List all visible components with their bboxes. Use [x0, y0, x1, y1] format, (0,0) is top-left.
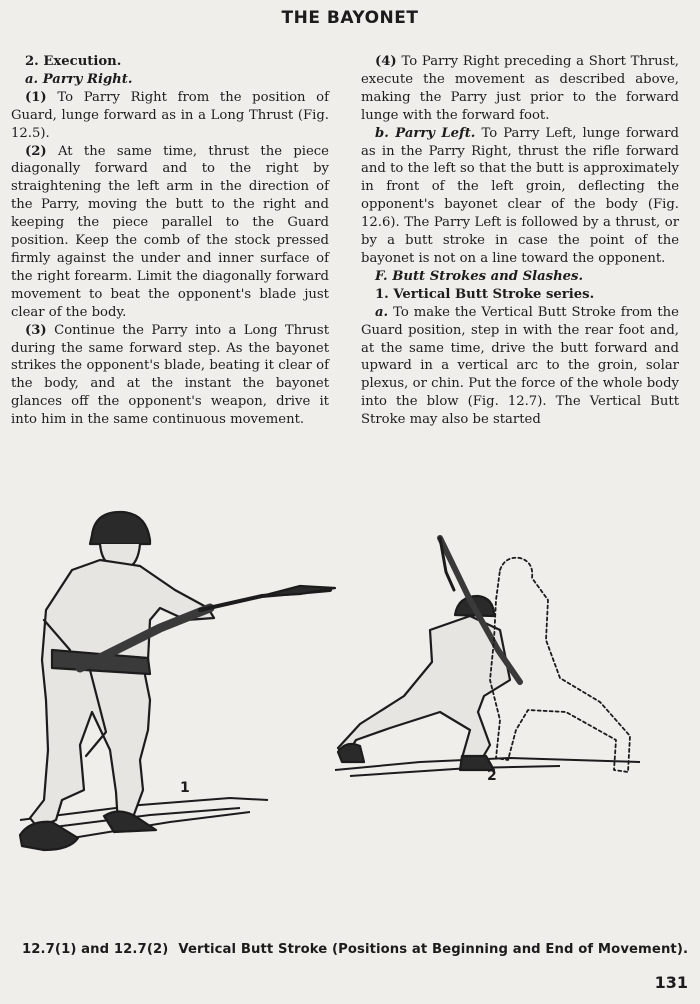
paragraph-1	[11, 89, 329, 143]
right-text-column	[361, 53, 679, 429]
paragraph-3-text: Continue the Parry into a Long Thrust during the same forward step. As the bayonet strikes the opponent's blade, beating it clear of the body, and at the instant the bayonet glances off the opponent's weapon, drive it into him in the same continuous movement.	[11, 322, 329, 428]
paragraph-1-text: To Parry Right from the position of Guard, lunge forward as in a Long Thrust (Fig. 12.5).	[11, 89, 329, 141]
subheading-parry-left: b. Parry Left.	[375, 125, 476, 141]
figure-caption	[22, 942, 688, 957]
caption-figure-number: 12.7(1) and 12.7(2)	[22, 942, 169, 957]
paragraph-3-number: (3)	[25, 322, 47, 338]
paragraph-a-text: To make the Vertical Butt Stroke from the Guard position, step in with the rear foot and, at the same time, drive the butt forward and upward in a vertical arc to the groin, solar plexus, or chin. Put the force of the whole body into the blow (Fig. 12.7). The Vertical Butt Stroke may also be started	[361, 304, 679, 428]
paragraph-4-number: (4)	[375, 54, 397, 69]
subheading-parry-right: a. Parry Right.	[25, 71, 133, 87]
caption-text: Vertical Butt Stroke (Positions at Beginning and End of Movement).	[178, 942, 689, 957]
soldier-figure-1	[20, 512, 335, 850]
section-heading-vertical-butt-stroke: 1. Vertical Butt Stroke series.	[375, 286, 595, 302]
page-number: 131	[654, 973, 688, 992]
paragraph-vertical-butt-stroke	[361, 304, 679, 429]
paragraph-2-text: At the same time, thrust the piece diagonally forward and to the right by straightening the left arm in the direction of the Parry, moving the butt to the right and keeping the piece parallel to the Guard position. Keep the comb of the stock pressed firmly against the under and inner surface of the right forearm. Limit the diagonally forward movement to beat the opponent's blade just clear of the body.	[11, 143, 329, 320]
paragraph-parry-left-text: To Parry Left, lunge forward as in the Parry Right, thrust the rifle forward and to the left so that the butt is approximately in front of the left groin, deflecting the opponent's bayonet clear of the body (Fig. 12.6). The Parry Left is followed by a thrust, or by a butt stroke in case the point of the bayonet is not on a line toward the opponent.	[361, 125, 679, 266]
paragraph-2-number: (2)	[25, 143, 47, 159]
paragraph-1-number: (1)	[25, 89, 47, 105]
figure-label-2: 2	[487, 768, 497, 784]
paragraph-2	[11, 143, 329, 322]
paragraph-4-text: To Parry Right preceding a Short Thrust, execute the movement as described above, making the Parry just prior to the forward lunge with the forward foot.	[361, 54, 679, 123]
boot-front-2	[338, 744, 364, 762]
paragraph-parry-left	[361, 125, 679, 268]
section-heading-execution: 2. Execution.	[25, 54, 122, 69]
body-2	[338, 616, 510, 762]
paragraph-4	[361, 53, 679, 125]
left-text-column	[11, 53, 329, 429]
section-heading-butt-strokes: F. Butt Strokes and Slashes.	[375, 268, 584, 284]
paragraph-a-label: a.	[375, 304, 389, 320]
soldier-figure-2	[338, 538, 630, 784]
bayonet-illustration	[0, 500, 700, 880]
helmet-1	[90, 512, 150, 544]
figure-label-1: 1	[180, 780, 190, 796]
paragraph-3	[11, 322, 329, 429]
page-header-title: THE BAYONET	[281, 8, 419, 28]
